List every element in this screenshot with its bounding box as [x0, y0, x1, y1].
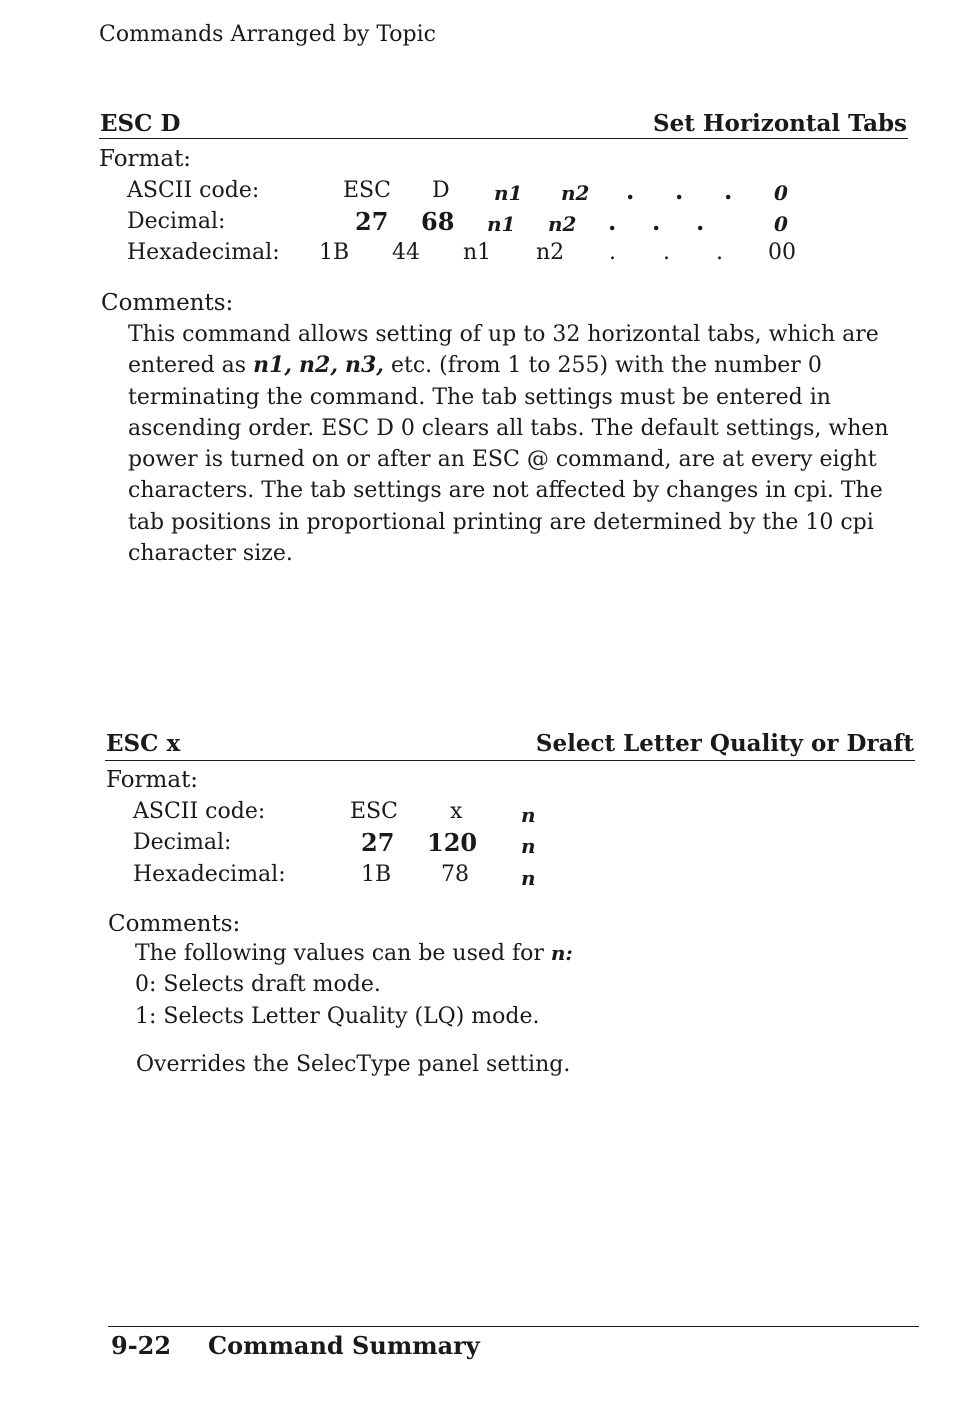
section-rule — [105, 760, 915, 761]
format-cell: ESC — [343, 178, 391, 203]
format-cell: . — [696, 207, 705, 236]
format-cell: x — [450, 799, 463, 824]
variable-n2: n2, — [299, 352, 338, 379]
format-cell: n1 — [463, 240, 492, 265]
option-item: 0: Selects draft mode. — [135, 972, 381, 997]
format-cell: n — [521, 803, 536, 827]
format-row-label: Decimal: — [133, 830, 232, 855]
format-cell: 0 — [774, 212, 788, 236]
section-rule — [99, 138, 908, 139]
comments-label: Comments: — [101, 290, 234, 316]
section-command-esc-x: ESC x — [106, 730, 181, 757]
format-cell: 1B — [319, 240, 350, 265]
format-cell: . — [675, 176, 684, 205]
format-label: Format: — [99, 146, 192, 172]
format-cell: . — [652, 207, 661, 236]
format-cell: 78 — [441, 862, 469, 887]
format-cell: 27 — [355, 207, 389, 236]
option-item: 1: Selects Letter Quality (LQ) mode. — [135, 1004, 540, 1029]
section-command-esc-d: ESC D — [100, 110, 181, 137]
format-cell: . — [609, 240, 616, 265]
comment-line: This command allows setting of up to 32 horizontal tabs, which are — [128, 322, 879, 347]
comment-line: character size. — [128, 541, 293, 567]
comment-paragraph — [128, 319, 898, 569]
format-cell: . — [716, 240, 723, 265]
comment-line: ascending order. ESC D 0 clears all tabs. The default settings, when — [128, 415, 889, 441]
footer-rule — [108, 1326, 919, 1327]
format-cell: 00 — [768, 240, 796, 265]
format-cell: . — [724, 176, 733, 205]
format-cell: n2 — [548, 212, 577, 236]
section-title-select-letter-quality: Select Letter Quality or Draft — [535, 730, 914, 757]
format-cell: . — [626, 176, 635, 205]
format-cell: 44 — [392, 240, 420, 265]
format-cell: n1 — [494, 181, 523, 205]
format-cell: n2 — [536, 240, 565, 265]
comment-note: Overrides the SelecType panel setting. — [136, 1052, 571, 1077]
comment-line: terminating the command. The tab settings must be entered in — [128, 384, 831, 410]
format-row-label: ASCII code: — [133, 799, 266, 824]
comment-line: characters. The tab settings are not affected by changes in cpi. The — [128, 478, 883, 504]
format-cell: D — [432, 178, 450, 203]
variable-n3: n3, — [345, 352, 384, 379]
format-cell: 120 — [427, 828, 478, 857]
page-number: 9-22 — [111, 1331, 172, 1360]
format-label: Format: — [106, 767, 199, 793]
format-cell: 0 — [774, 181, 788, 205]
format-row-label: ASCII code: — [127, 178, 260, 203]
chapter-title: Command Summary — [208, 1331, 480, 1360]
variable-n: n: — [550, 941, 573, 965]
format-cell: 27 — [361, 828, 395, 857]
format-cell: 68 — [421, 207, 455, 236]
comments-label: Comments: — [108, 911, 241, 937]
comment-line: entered as n1, n2, n3, etc. (from 1 to 255) with the number 0 — [128, 352, 822, 379]
format-row-label: Hexadecimal: — [127, 240, 280, 265]
format-cell: 1B — [361, 862, 392, 887]
running-head: Commands Arranged by Topic — [99, 22, 436, 47]
format-cell: n — [521, 866, 536, 890]
format-cell: n — [521, 834, 536, 858]
comment-intro: The following values can be used for n: — [135, 941, 573, 966]
format-cell: . — [608, 207, 617, 236]
format-cell: ESC — [350, 799, 398, 824]
comment-line: power is turned on or after an ESC @ command, are at every eight — [128, 447, 877, 473]
variable-n1: n1, — [253, 352, 293, 379]
format-cell: n1 — [487, 212, 516, 236]
section-title-set-horizontal-tabs: Set Horizontal Tabs — [652, 110, 907, 137]
format-cell: n2 — [561, 181, 590, 205]
format-row-label: Hexadecimal: — [133, 862, 286, 887]
comment-line: tab positions in proportional printing are determined by the 10 cpi — [128, 509, 874, 535]
format-row-label: Decimal: — [127, 209, 226, 234]
format-cell: . — [663, 240, 670, 265]
